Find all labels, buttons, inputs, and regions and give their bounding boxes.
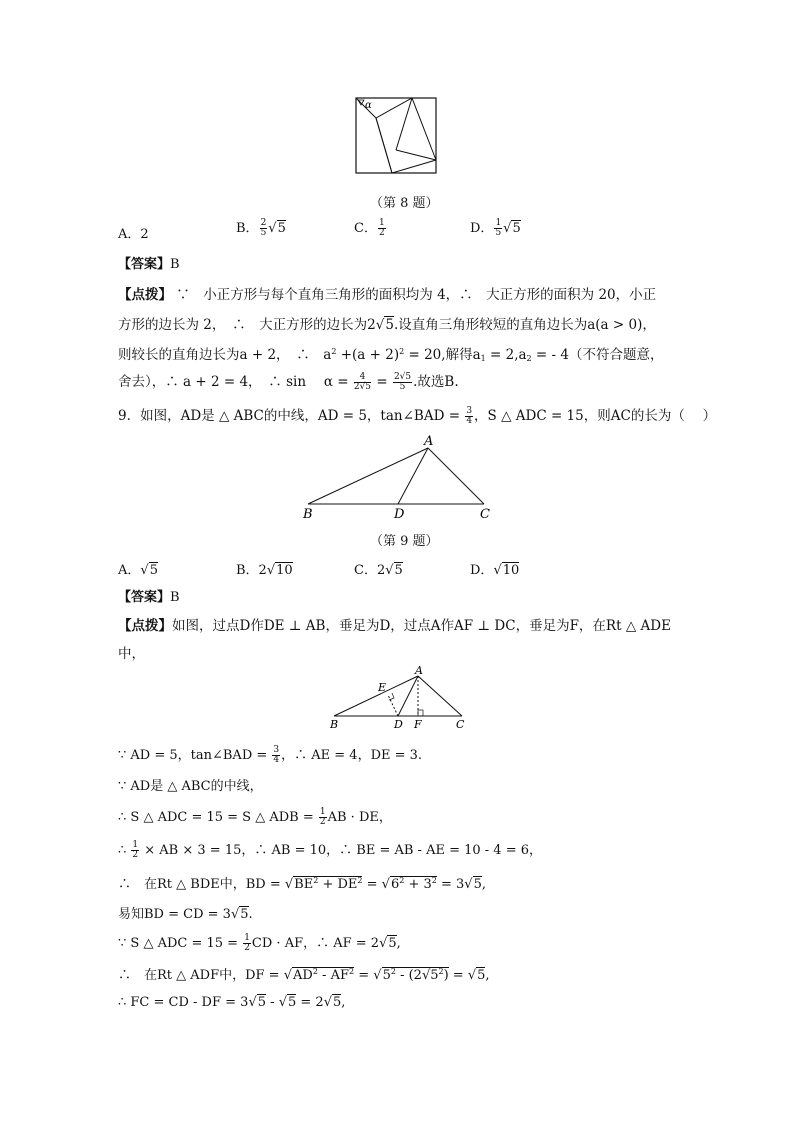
segment-AB [308,448,428,504]
point-A-label: A [424,434,434,449]
hint-9-line-2: 中， [118,646,145,662]
figure-9-solution [326,664,470,730]
solution-line-1: ∵ AD = 5，tan∠BAD = $\frac{3}{4}$ ，∴ AE = 4，DE = 3. [118,745,423,765]
solution-line-6: 易知BD = CD = 3√5. [118,907,253,922]
solution-line-7: ∵ S △ ADC = 15 = $\frac{1}{2}$ CD · AF，∴ AF = 2√5, [118,933,401,953]
point-E-label: E [378,681,387,694]
q8-option-d: D． $\frac{1}{5}$ √5 [470,218,521,238]
segment-AC [418,676,462,716]
q9-option-c: C．2√5 [354,563,403,578]
solution-line-3: ∴ S △ ADC = 15 = S △ ADB = $\frac{1}{2}$ AB · DE， [118,807,392,827]
solution-line-5: ∴ 在Rt △ BDE中，BD = $√BE^2 + DE^2 = √6^2 + 3^2 = 3√5$, [118,876,487,892]
hint-8-line-2: 方形的边长为 2， ∴ 大正方形的边长为2√5.设直角三角形较短的直角边长为a(a > 0)， [118,317,656,333]
hint-8-line-4: 舍去），∴ a + 2 = 4， ∴ sin α = $\frac{4}{2√5}$ = $\frac{2√5}{5}$ .故选B. [118,372,459,392]
q8-option-a: A．2 [118,227,149,242]
point-A-label: A [415,664,423,677]
point-C-label: C [480,507,490,522]
segment-AC [428,448,484,504]
question-9: 9．如图，AD是 △ ABC的中线，AD = 5，tan∠BAD = $\frac{3}{4}$ ，S △ ADC = 15，则AC的长为（ ） [118,406,717,426]
solution-line-2: ∵ AD是 △ ABC的中线， [118,779,263,794]
solution-line-8: ∴ 在Rt △ ADF中，DF = $√AD^2 - AF^2 = √5^2 - (2√5^2) = √5$, [118,967,490,983]
figure-8 [352,94,442,176]
inner-line-4 [396,150,436,160]
point-D-label: D [394,718,403,730]
point-F-label: F [414,718,422,730]
hint-8-line-3: 则较长的直角边长为a + 2， ∴ $a^2 +(a + 2)^2 = 20$,解得$a_1 = 2,a_2$ = - 4（不符合题意， [118,347,664,363]
right-angle-E [389,693,394,700]
point-B-label: B [330,718,339,730]
point-D-label: D [394,507,405,522]
solution-line-9: ∴ FC = CD - DF = 3√5 - √5 = 2√5, [118,995,346,1010]
solution-line-4: ∴ $\frac{1}{2}$ × AB × 3 = 15，∴ AB = 10，∴ BE = AB - AE = 10 - 4 = 6， [118,840,543,860]
q8-option-c: C． $\frac{1}{2}$ [354,218,385,238]
segment-AB [334,676,418,716]
segment-AD [398,448,428,504]
q8-option-b: B． $\frac{2}{5}$ √5 [236,218,286,238]
q9-option-b: B．2√10 [236,563,293,578]
point-C-label: C [456,718,465,730]
point-B-label: B [303,507,313,522]
answer-9: 【答案】B [118,590,180,605]
hint-8-line-1: 【点拨】 ∵ 小正方形与每个直角三角形的面积均为 4，∴ 大正方形的面积为 20，小正 [118,287,657,303]
figure-9 [298,430,498,524]
q9-option-d: D．√10 [470,563,520,578]
right-angle-F [418,710,423,716]
figure-9-caption: （第 9 题） [370,534,439,549]
hint-9-line-1: 【点拨】如图，过点D作DE ⊥ AB，垂足为D，过点A作AF ⊥ DC，垂足为F，在Rt △ ADE [118,618,671,634]
alpha-label: α [365,100,372,111]
inner-square [376,98,436,173]
segment-AD [398,676,418,716]
q9-option-a: A．√5 [118,563,158,578]
inner-line-2 [376,118,392,173]
figure-8-caption: （第 8 题） [370,196,439,211]
answer-8: 【答案】B [118,257,180,272]
